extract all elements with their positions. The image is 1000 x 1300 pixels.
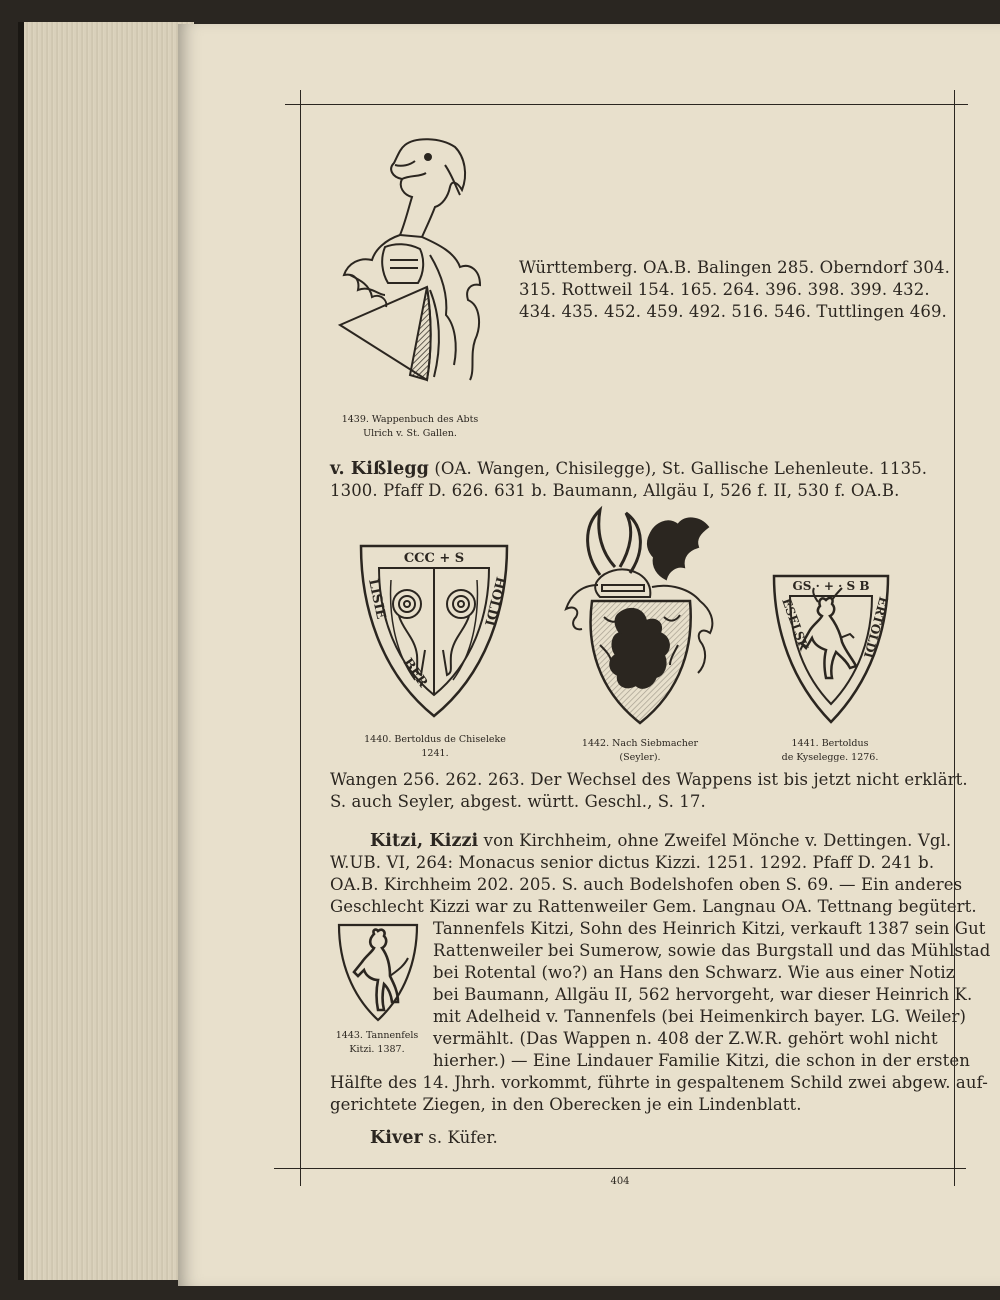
frame-line-left bbox=[300, 90, 301, 1186]
figure-1442-caption-line1: 1442. Nach Siebmacher bbox=[581, 738, 699, 749]
text-line: bei Rotental (wo?) an Hans den Schwarz. Wie aus einer Notiz bbox=[433, 963, 955, 982]
text-line: 315. Rottweil 154. 165. 264. 396. 398. 399. 432. bbox=[519, 280, 930, 299]
figure-1440-caption-line1: 1440. Bertoldus de Chiseleke bbox=[364, 734, 506, 745]
text-line: hierher.) — Eine Lindauer Familie Kitzi, die schon in der ersten bbox=[433, 1051, 970, 1070]
figure-1439-caption-line2: Ulrich v. St. Gallen. bbox=[363, 428, 457, 439]
figure-1439-caption-line1: 1439. Wappenbuch des Abts bbox=[341, 414, 479, 425]
text-line: (OA. Wangen, Chisilegge), St. Gallische Lehenleute. 1135. bbox=[434, 459, 928, 478]
text-line: Hälfte des 14. Jhrh. vorkommt, führte in gespaltenem Schild zwei abgew. auf- bbox=[330, 1073, 988, 1092]
text-line: bei Baumann, Allgäu II, 562 hervorgeht, war dieser Heinrich K. bbox=[433, 985, 973, 1004]
seal-1440-text-top: CCC + S bbox=[403, 551, 465, 566]
coat-of-arms-1443-illustration bbox=[336, 922, 420, 1024]
entry-heading-kitzi: Kitzi, Kizzi bbox=[370, 831, 479, 851]
text-line: 434. 435. 452. 459. 492. 516. 546. Tuttlingen 469. bbox=[519, 302, 947, 321]
entry-heading-kiver: Kiver bbox=[370, 1128, 423, 1148]
seal-1441-text-right: ERTOLDI bbox=[860, 595, 891, 660]
text-line: von Kirchheim, ohne Zweifel Mönche v. Dettingen. Vgl. bbox=[483, 831, 952, 850]
text-line: Württemberg. OA.B. Balingen 285. Oberndorf 304. bbox=[519, 258, 950, 277]
text-line: Tannenfels Kitzi, Sohn des Heinrich Kitzi, verkauft 1387 sein Gut bbox=[433, 919, 986, 938]
seal-1441-text-top: GS · + · S B bbox=[792, 579, 870, 593]
text-line: vermählt. (Das Wappen n. 408 der Z.W.R. gehört wohl nicht bbox=[433, 1029, 938, 1048]
seal-1440-text-bottom: BER bbox=[399, 655, 431, 691]
coat-of-arms-1442-illustration bbox=[560, 505, 722, 730]
figure-1442-caption-line2: (Seyler). bbox=[619, 752, 661, 763]
figure-1440-caption-line2: 1241. bbox=[421, 748, 449, 759]
entry-kitzi-line1 bbox=[370, 830, 951, 853]
text-line: mit Adelheid v. Tannenfels (bei Heimenkirch bayer. LG. Weiler) bbox=[433, 1007, 967, 1026]
entry-kisslegg-line1 bbox=[330, 458, 927, 481]
figure-1443-caption-line1: 1443. Tannenfels bbox=[335, 1030, 419, 1041]
text-line: Wangen 256. 262. 263. Der Wechsel des Wappens ist bis jetzt nicht erklärt. bbox=[330, 770, 968, 789]
seal-1440-text-right: HOLDI bbox=[480, 575, 508, 628]
frame-line-top bbox=[285, 104, 968, 105]
figure-1441-caption-line1: 1441. Bertoldus bbox=[791, 738, 869, 749]
figure-1441-caption-line2: de Kyselegge. 1276. bbox=[781, 752, 879, 763]
text-line: Geschlecht Kizzi war zu Rattenweiler Gem. Langnau OA. Tettnang begütert. bbox=[330, 897, 977, 916]
entry-heading-kisslegg: v. Kißlegg bbox=[330, 459, 430, 479]
seal-1440-illustration bbox=[355, 540, 513, 722]
text-line: Rattenweiler bei Sumerow, sowie das Burgstall und das Mühlstad bbox=[433, 941, 991, 960]
book-page-edges bbox=[18, 22, 194, 1280]
text-line: OA.B. Kirchheim 202. 205. S. auch Bodelshofen oben S. 69. — Ein anderes bbox=[330, 875, 963, 894]
page-number: 404 bbox=[610, 1176, 630, 1187]
text-line: S. auch Seyler, abgest. württ. Geschl., S. 17. bbox=[330, 792, 706, 811]
text-line: gerichtete Ziegen, in den Oberecken je ein Lindenblatt. bbox=[330, 1095, 802, 1114]
text-line: 1300. Pfaff D. 626. 631 b. Baumann, Allgäu I, 526 f. II, 530 f. OA.B. bbox=[330, 481, 900, 500]
entry-kiver bbox=[370, 1127, 498, 1150]
frame-line-bottom bbox=[274, 1168, 966, 1169]
seal-1441-illustration bbox=[770, 572, 892, 728]
seal-1440-text-left: LISIE bbox=[365, 577, 389, 621]
text-line: s. Küfer. bbox=[428, 1128, 498, 1147]
text-line: W.UB. VI, 264: Monacus senior dictus Kizzi. 1251. 1292. Pfaff D. 241 b. bbox=[330, 853, 935, 872]
seal-1441-text-left: ESELSK bbox=[779, 596, 811, 653]
coat-of-arms-1439-illustration bbox=[330, 135, 495, 410]
figure-1443-caption-line2: Kitzi. 1387. bbox=[349, 1044, 405, 1055]
